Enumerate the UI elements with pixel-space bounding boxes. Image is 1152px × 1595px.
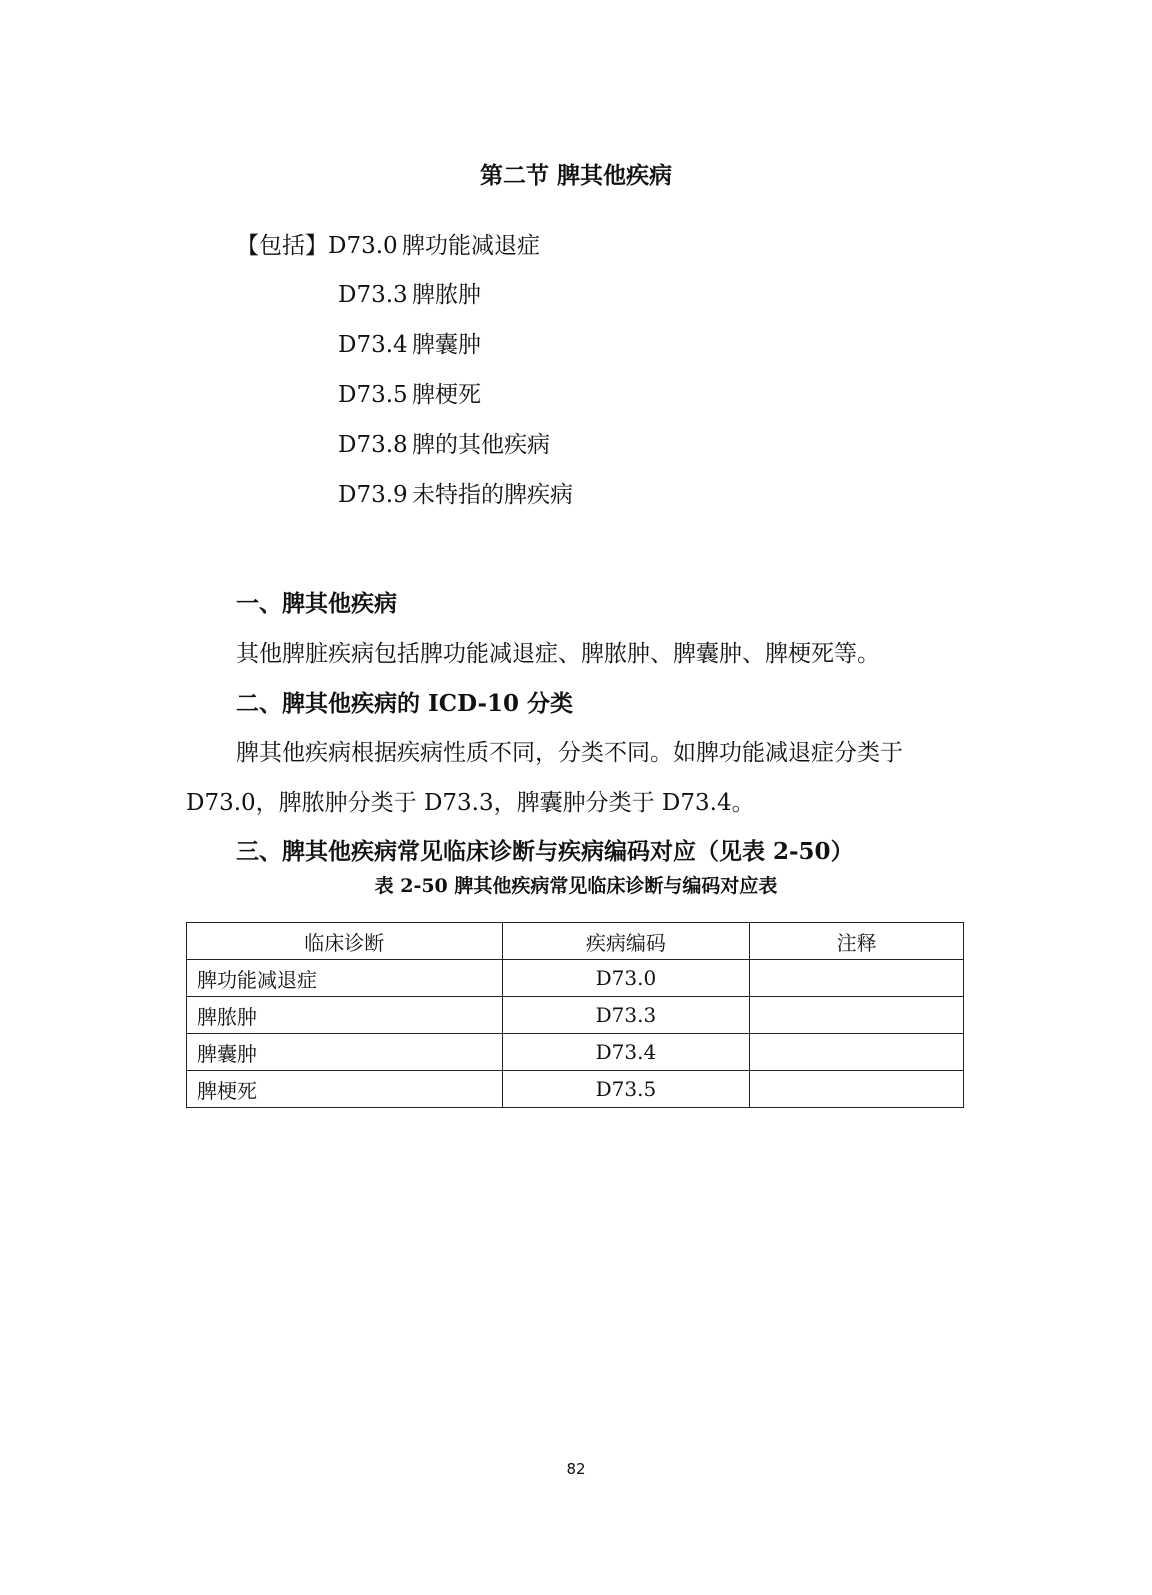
include-item-5 (338, 480, 573, 510)
table-row (187, 997, 964, 1034)
table-header-row (187, 923, 964, 960)
diagnosis-code-table (186, 922, 964, 1108)
heading-3: 三、脾其他疾病常见临床诊断与疾病编码对应（见表 2-50） (236, 838, 854, 865)
cell-code: D73.0 (502, 960, 750, 997)
include-item-0 (236, 231, 540, 261)
paragraph-2-line-1: 脾其他疾病根据疾病性质不同，分类不同。如脾功能减退症分类于 (236, 740, 903, 766)
include-name: 脾囊肿 (412, 332, 481, 358)
cell-notes (750, 1034, 964, 1071)
paragraph-2-line-2: D73.0，脾脓肿分类于 D73.3，脾囊肿分类于 D73.4。 (186, 790, 755, 816)
heading-1: 一、脾其他疾病 (236, 590, 397, 617)
paragraph-1: 其他脾脏疾病包括脾功能减退症、脾脓肿、脾囊肿、脾梗死等。 (236, 641, 880, 667)
header-diagnosis: 临床诊断 (187, 923, 503, 960)
section-title: 第二节 脾其他疾病 (479, 162, 672, 189)
cell-code: D73.4 (502, 1034, 750, 1071)
include-name: 未特指的脾疾病 (412, 482, 573, 508)
header-code: 疾病编码 (502, 923, 750, 960)
cell-diagnosis: 脾梗死 (187, 1071, 503, 1108)
include-item-3 (338, 380, 481, 410)
cell-code: D73.3 (502, 997, 750, 1034)
include-item-4 (338, 430, 550, 460)
include-item-2 (338, 330, 481, 360)
include-name: 脾功能减退症 (402, 233, 540, 259)
table-row (187, 1034, 964, 1071)
cell-notes (750, 997, 964, 1034)
table-row (187, 1071, 964, 1108)
include-name: 脾梗死 (412, 382, 481, 408)
cell-diagnosis: 脾功能减退症 (187, 960, 503, 997)
include-code: D73.8 (338, 432, 408, 458)
include-item-1 (338, 280, 481, 310)
include-code: D73.4 (338, 332, 408, 358)
header-notes: 注释 (750, 923, 964, 960)
include-name: 脾脓肿 (412, 282, 481, 308)
page-number: 82 (566, 1460, 586, 1478)
cell-diagnosis: 脾脓肿 (187, 997, 503, 1034)
cell-diagnosis: 脾囊肿 (187, 1034, 503, 1071)
cell-notes (750, 960, 964, 997)
include-code: D73.5 (338, 382, 408, 408)
include-name: 脾的其他疾病 (412, 432, 550, 458)
table-caption: 表 2-50 脾其他疾病常见临床诊断与编码对应表 (374, 875, 778, 897)
table-row (187, 960, 964, 997)
include-code: D73.9 (338, 482, 408, 508)
include-code: D73.3 (338, 282, 408, 308)
cell-notes (750, 1071, 964, 1108)
include-code: D73.0 (328, 233, 398, 259)
cell-code: D73.5 (502, 1071, 750, 1108)
heading-2: 二、脾其他疾病的 ICD-10 分类 (236, 690, 574, 717)
include-label: 【包括】 (236, 233, 328, 259)
